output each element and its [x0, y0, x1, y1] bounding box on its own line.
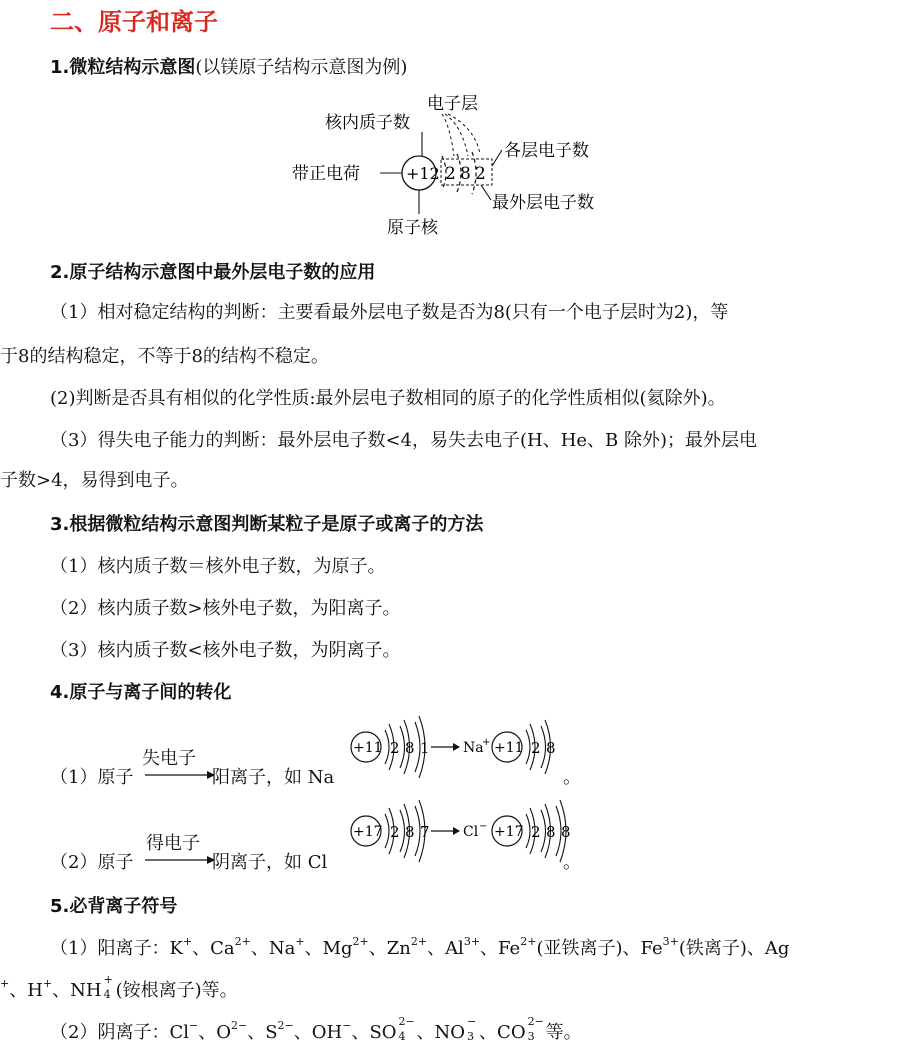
s3-p1: （1）核内质子数＝核外电子数，为原子。 [50, 556, 386, 577]
s4-r2-arrow-label: 得电子 [146, 833, 200, 854]
cl-ion-e3: 8 [561, 823, 571, 841]
ion-so4: SO 2− 4 [369, 1015, 415, 1043]
ion-zn: $Zn^{2+}$ [386, 935, 428, 959]
s4-r1-arrow [145, 770, 215, 780]
ion-s: $S^{2-}$ [265, 1019, 294, 1043]
s4-r2-prefix: （2）原子 [50, 852, 134, 873]
na-atom-nucleus: +11 [353, 740, 383, 756]
na-atom-e3: 1 [420, 739, 430, 757]
ion-no3: NO − 3 [434, 1015, 477, 1043]
mg-structure-diagram [280, 88, 640, 240]
na-conversion-diagram [345, 716, 575, 786]
shell-1-electrons: 2 [445, 164, 456, 184]
cl-ion-nucleus: +17 [494, 824, 524, 840]
anions-tail: 等。 [545, 1022, 582, 1043]
s4-r2-period: 。 [563, 852, 581, 873]
s4-r1-period: 。 [563, 767, 581, 788]
label-proton-count: 核内质子数 [325, 113, 410, 133]
cl-atom-e3: 7 [420, 823, 430, 841]
cations-tail: 等。 [201, 980, 238, 1001]
ion-cl: Cl− [169, 1019, 199, 1043]
s3-p3: （3）核内质子数<核外电子数，为阴离子。 [50, 640, 401, 661]
cl-ion-e1: 2 [531, 823, 541, 841]
cl-atom-e1: 2 [390, 823, 400, 841]
label-each-shell-electrons: 各层电子数 [504, 141, 589, 161]
s1-heading: 1.微粒结构示意图 [50, 57, 196, 78]
ion-nh4: NH + 4 (铵根离子) [70, 973, 202, 1001]
s5-anions-line: （2）阴离子：Cl−、$O^{2-}$、$S^{2-}$、OH−、SO 2− 4 、NO − 3 、CO 2− 3 等。 [50, 1015, 582, 1043]
na-ion-symbol: Na [463, 740, 484, 756]
label-electron-shell: 电子层 [427, 94, 478, 114]
s2-p3a: （3）得失电子能力的判断：最外层电子数<4，易失去电子(H、He、B 除外)；最外层电 [50, 430, 758, 451]
ion-o: $O^{2-}$ [216, 1019, 248, 1043]
cl-atom-nucleus: +17 [353, 824, 383, 840]
s4-r2-arrow [145, 855, 215, 865]
ion-mg: $Mg^{2+}$ [322, 935, 369, 959]
ion-ag: Ag [764, 938, 790, 959]
cl-ion-symbol: Cl [463, 824, 479, 840]
s5-cations-line1: （1）阳离子：K+、$Ca^{2+}$、Na+、$Mg^{2+}$、$Zn^{2+}$、$Al^{3+}$、$Fe^{2+}$(亚铁离子)、$Fe^{3+}$(铁离子)、Ag [50, 935, 790, 959]
ion-co3: CO 2− 3 [497, 1015, 544, 1043]
cl-atom-e2: 8 [405, 823, 415, 841]
s2-p1b: 于8的结构稳定，不等于8的结构不稳定。 [0, 346, 329, 367]
s2-p3b: 子数>4，易得到电子。 [0, 470, 189, 491]
cl-conversion-diagram [345, 800, 575, 870]
s3-p2: （2）核内质子数>核外电子数，为阳离子。 [50, 598, 401, 619]
label-outer-electrons: 最外层电子数 [492, 193, 594, 213]
na-ion-charge: + [482, 737, 491, 748]
nucleus-charge: +12 [406, 164, 440, 183]
label-positive-charge: 带正电荷 [292, 164, 360, 184]
shell-2-electrons: 8 [460, 164, 471, 184]
s4-r2-text: 阴离子，如 Cl [212, 852, 328, 873]
s2-heading: 2.原子结构示意图中最外层电子数的应用 [50, 262, 376, 283]
s2-p1a: （1）相对稳定结构的判断：主要看最外层电子数是否为8(只有一个电子层时为2)，等 [50, 302, 729, 323]
s5-cations-line2: +、H+、NH + 4 (铵根离子)等。 [0, 973, 238, 1001]
cl-ion-e2: 8 [546, 823, 556, 841]
ion-na: Na+ [268, 935, 305, 959]
na-ion-e2: 8 [546, 739, 556, 757]
na-atom-e2: 8 [405, 739, 415, 757]
label-nucleus: 原子核 [387, 218, 438, 238]
s2-p2: (2)判断是否具有相似的化学性质:最外层电子数相同的原子的化学性质相似(氦除外)。 [50, 388, 726, 409]
ion-fe2: $Fe^{2+}$(亚铁离子) [498, 935, 623, 959]
ion-ca: $Ca^{2+}$ [210, 935, 251, 959]
na-atom-e1: 2 [390, 739, 400, 757]
cl-ion-charge: − [479, 821, 488, 832]
na-ion-nucleus: +11 [494, 740, 524, 756]
ion-oh: OH− [311, 1019, 352, 1043]
ion-fe3: $Fe^{3+}$(铁离子) [640, 935, 747, 959]
na-ion-e1: 2 [531, 739, 541, 757]
anion-label: （2）阴离子： [50, 1022, 170, 1043]
s3-heading: 3.根据微粒结构示意图判断某粒子是原子或离子的方法 [50, 514, 484, 535]
s4-r1-text: 阳离子，如 Na [212, 767, 335, 788]
ion-k: K+ [169, 935, 193, 959]
s1-heading-note: (以镁原子结构示意图为例) [195, 57, 408, 78]
shell-3-electrons: 2 [475, 164, 486, 184]
ion-ag-charge: + [0, 977, 10, 990]
section-title: 二、原子和离子 [50, 8, 218, 36]
s4-heading: 4.原子与离子间的转化 [50, 682, 232, 703]
s5-heading: 5.必背离子符号 [50, 896, 178, 917]
s4-r1-prefix: （1）原子 [50, 767, 134, 788]
s4-r1-arrow-label: 失电子 [142, 748, 196, 769]
ion-al: $Al^{3+}$ [445, 935, 481, 959]
ion-h: H+ [27, 977, 53, 1001]
s1-heading-line [50, 53, 407, 79]
cation-label: （1）阳离子： [50, 938, 170, 959]
